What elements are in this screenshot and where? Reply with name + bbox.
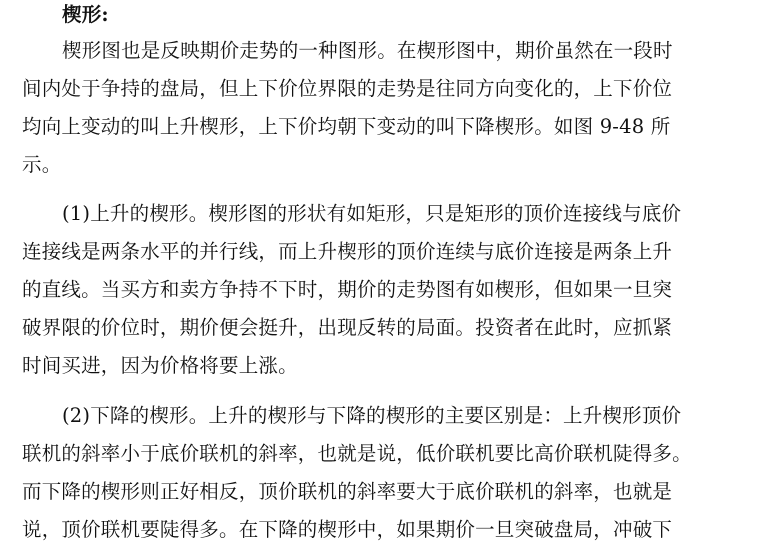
paragraph-1-line-3: 均向上变动的叫上升楔形，上下价均朝下变动的叫下降楔形。如图 9-48 所 — [22, 115, 671, 138]
paragraph-2-line-3: 的直线。当买方和卖方争持不下时，期价的走势图有如楔形，但如果一旦突 — [22, 278, 673, 301]
paragraph-3-line-4: 说，顶价联机要陡得多。在下降的楔形中，如果期价一旦突破盘局，冲破下 — [22, 518, 673, 541]
paragraph-1-line-1: 楔形图也是反映期价走势的一种图形。在楔形图中，期价虽然在一段时 — [62, 39, 673, 62]
section-heading: 楔形: — [62, 3, 109, 26]
paragraph-3-line-3: 而下降的楔形则正好相反，顶价联机的斜率要大于底价联机的斜率，也就是 — [22, 480, 673, 503]
paragraph-2-line-4: 破界限的价位时，期价便会挺升，出现反转的局面。投资者在此时，应抓紧 — [22, 316, 673, 339]
paragraph-3-line-1: (2)下降的楔形。上升的楔形与下降的楔形的主要区别是：上升楔形顶价 — [62, 404, 682, 427]
paragraph-2-line-5: 时间买进，因为价格将要上涨。 — [22, 354, 298, 377]
paragraph-1-line-4: 示。 — [22, 153, 62, 176]
paragraph-2-line-1: (1)上升的楔形。楔形图的形状有如矩形，只是矩形的顶价连接线与底价 — [62, 202, 682, 225]
paragraph-3-line-2: 联机的斜率小于底价联机的斜率，也就是说，低价联机要比高价联机陡得多。 — [22, 442, 692, 465]
paragraph-2-line-2: 连接线是两条水平的并行线，而上升楔形的顶价连续与底价连接是两条上升 — [22, 240, 673, 263]
paragraph-1-line-2: 间内处于争持的盘局，但上下价位界限的走势是往同方向变化的，上下价位 — [22, 77, 673, 100]
